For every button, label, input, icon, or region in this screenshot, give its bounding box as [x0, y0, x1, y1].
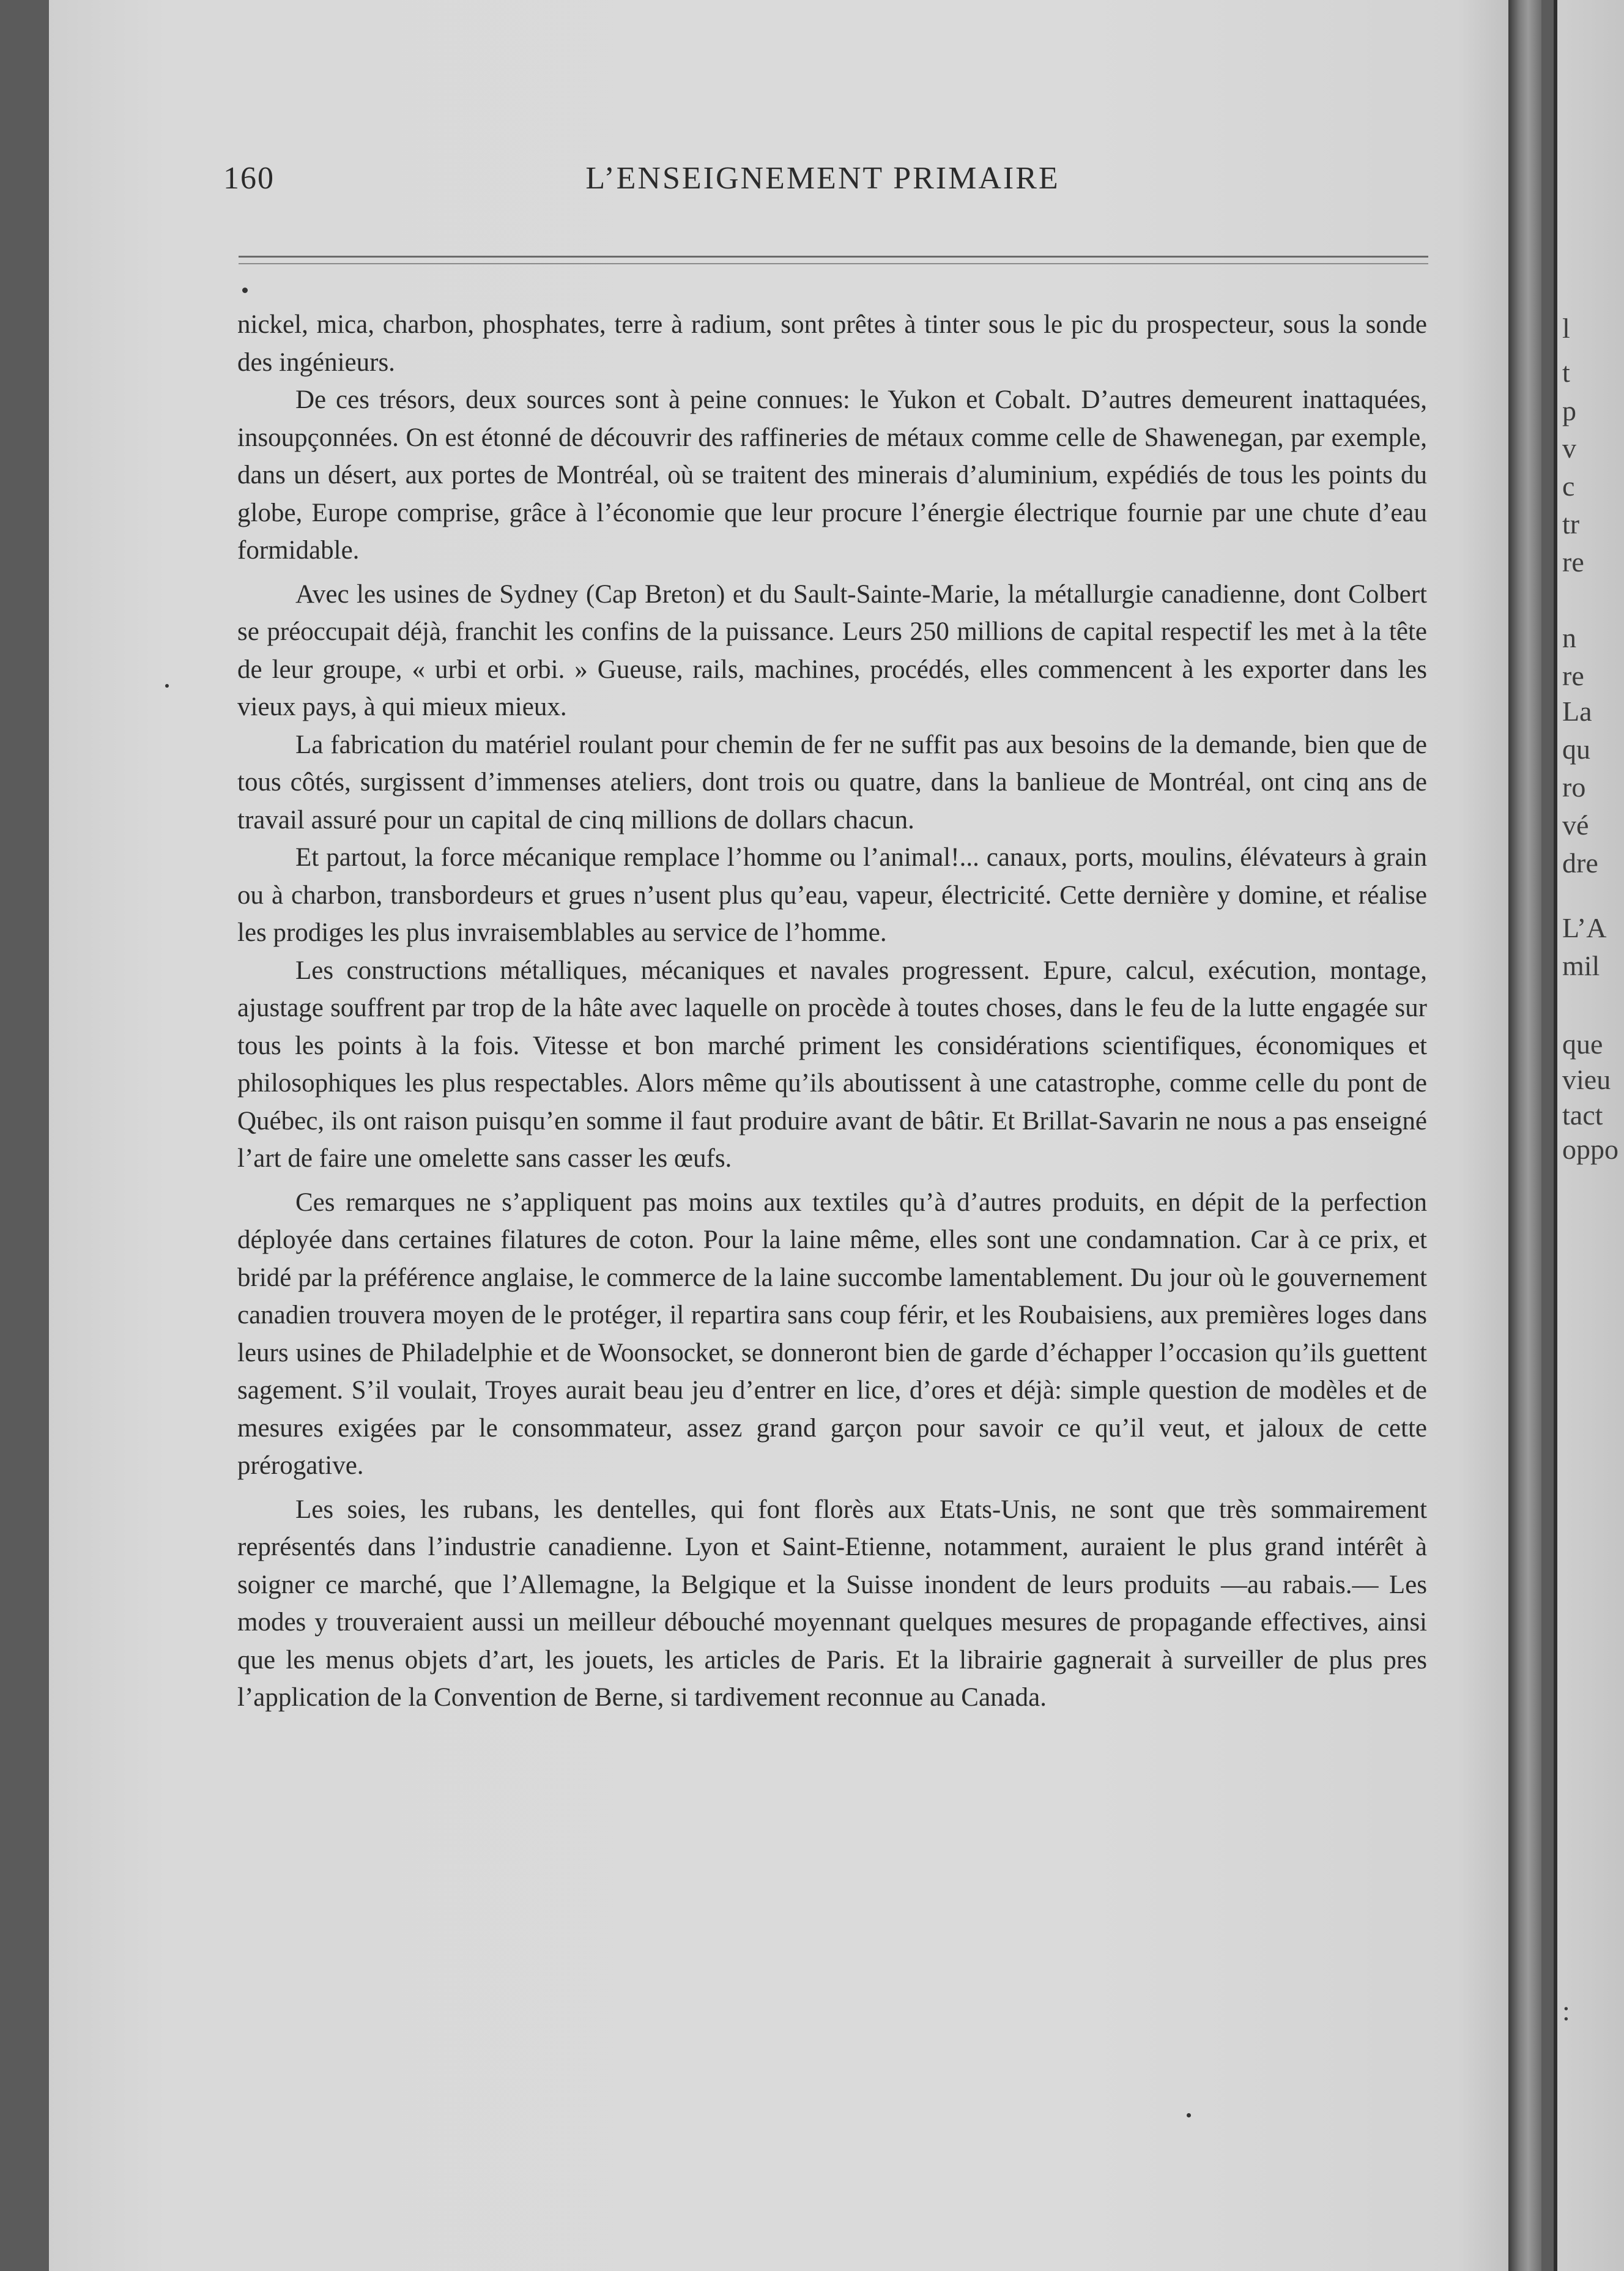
- facing-page-edge: [1557, 0, 1624, 2271]
- book-gutter: [1508, 0, 1541, 2271]
- header-rule-top: [239, 256, 1428, 258]
- running-title: L’ENSEIGNEMENT PRIMAIRE: [585, 161, 1060, 196]
- paragraph: Les soies, les rubans, les dentelles, qui font florès aux Etats-Unis, ne sont que très sommairement représentés dans l’industrie canadienne. Lyon et Saint-Etienne, notamment, auraient le plus grand intérêt à soigner ce marché, que l’Allemagne, la Belgique et la Suisse inondent de leurs produits —au rabais.— Les modes y trouveraient aussi un meilleur débouché moyennant quelques mesures de propagande effectives, ainsi que les menus objets d’art, les jouets, les articles de Paris. Et la librairie gagnerait à surveiller de plus pres l’application de la Convention de Berne, si tardivement reconnue au Canada.: [237, 1495, 1427, 1712]
- paragraph: nickel, mica, charbon, phosphates, terre à radium, sont prêtes à tinter sous le pic du prospecteur, sous la sonde des ingénieurs.: [237, 310, 1427, 377]
- paragraph: De ces trésors, deux sources sont à peine connues: le Yukon et Cobalt. D’autres demeurent inattaquées, insoupçonnées. On est étonné de découvrir des raffineries de métaux comme celle de Shawenegan, par exemple, dans un désert, aux portes de Montréal, où se traitent des minerais d’aluminium, expédiés de tous les points du globe, Europe comprise, grâce à l’économie que leur procure l’énergie électrique fournie par une chute d’eau formidable.: [237, 385, 1427, 565]
- facing-page-fragment: mil: [1562, 950, 1600, 981]
- facing-page-fragment: vé: [1562, 809, 1589, 841]
- facing-page-fragment: p: [1562, 395, 1576, 426]
- facing-page-fragment: :: [1562, 1995, 1570, 2026]
- facing-page-fragment: re: [1562, 660, 1584, 691]
- facing-page-fragment: L’A: [1562, 912, 1607, 943]
- paragraph: La fabrication du matériel roulant pour chemin de fer ne suffit pas aux besoins de la demande, bien que de tous côtés, surgissent d’immenses ateliers, dont trois ou quatre, dans la banlieue de Montréal, ont cinq ans de travail assuré pour un capital de cinq millions de dollars chacun.: [237, 730, 1427, 834]
- facing-page-fragment: c: [1562, 470, 1575, 502]
- facing-page-fragment: v: [1562, 433, 1576, 464]
- facing-page-fragment: tact: [1562, 1099, 1603, 1131]
- facing-page-fragment: oppo: [1562, 1134, 1618, 1165]
- facing-page-fragment: vieu: [1562, 1064, 1611, 1095]
- page-header: [223, 160, 1422, 209]
- facing-page-fragment: tr: [1562, 508, 1580, 540]
- facing-page-fragment: La: [1562, 696, 1592, 727]
- ink-speck: [1187, 2113, 1191, 2117]
- facing-page-fragment: qu: [1562, 734, 1590, 765]
- ink-speck: [165, 684, 169, 688]
- paragraph: Les constructions métalliques, mécaniques et navales progressent. Epure, calcul, exécution, montage, ajustage souffrent par trop de la hâte avec laquelle on procède à toutes choses, dans le feu de la lutte engagée sur tous les points à la fois. Vitesse et bon marché priment les considérations scientifiques, économiques et philosophiques les plus respectables. Alors même qu’ils aboutissent à une catastrophe, comme celle du pont de Québec, ils ont raison puisqu’en somme il faut produire avant de bâtir. Et Brillat-Savarin ne nous a pas enseigné l’art de faire une omelette sans casser les œufs.: [237, 956, 1427, 1173]
- facing-page-fragment: t: [1562, 357, 1570, 388]
- facing-page-fragment: que: [1562, 1028, 1603, 1060]
- ink-speck: [242, 288, 248, 293]
- paragraph: Avec les usines de Sydney (Cap Breton) et du Sault-Sainte-Marie, la métallurgie canadienne, dont Colbert se préoccupait déjà, franchit les confins de la puissance. Leurs 250 millions de capital respectif les met à la tête de leur groupe, « urbi et orbi. » Gueuse, rails, machines, procédés, elles commencent à les exporter dans les vieux pays, à qui mieux mieux.: [237, 579, 1427, 721]
- paragraph: Et partout, la force mécanique remplace l’homme ou l’animal!... canaux, ports, moulins, élévateurs à grain ou à charbon, transbordeurs et grues n’usent plus qu’eau, vapeur, électricité. Cette dernière y domine, et réalise les prodiges les plus invraisemblables au service de l’homme.: [237, 843, 1427, 947]
- facing-page-fragment: n: [1562, 622, 1576, 653]
- article-body: [237, 306, 1427, 1717]
- facing-page-fragment: ro: [1562, 771, 1586, 803]
- page-number: 160: [223, 161, 275, 196]
- facing-page-fragment: l: [1562, 313, 1570, 344]
- paragraph: Ces remarques ne s’appliquent pas moins aux textiles qu’à d’autres produits, en dépit de la perfection déployée dans certaines filatures de coton. Pour la laine même, elles sont une condamnation. Car à ce prix, et bridé par la préférence anglaise, le commerce de la laine succombe lamentablement. Du jour où le gouvernement canadien trouvera moyen de le protéger, il repartira sans coup férir, et les Roubaisiens, aux premières loges dans leurs usines de Philadelphie et de Woonsocket, se donneront bien de garde d’échapper l’occasion qu’ils guettent sagement. S’il voulait, Troyes aurait beau jeu d’entrer en lice, d’ores et déjà: simple question de modèles et de mesures exigées par le consommateur, assez grand garçon pour savoir ce qu’il veut, et jaloux de cette prérogative.: [237, 1188, 1427, 1480]
- header-rule-bottom: [239, 263, 1428, 264]
- facing-page-fragment: re: [1562, 546, 1584, 578]
- facing-page-fragment: dre: [1562, 847, 1598, 879]
